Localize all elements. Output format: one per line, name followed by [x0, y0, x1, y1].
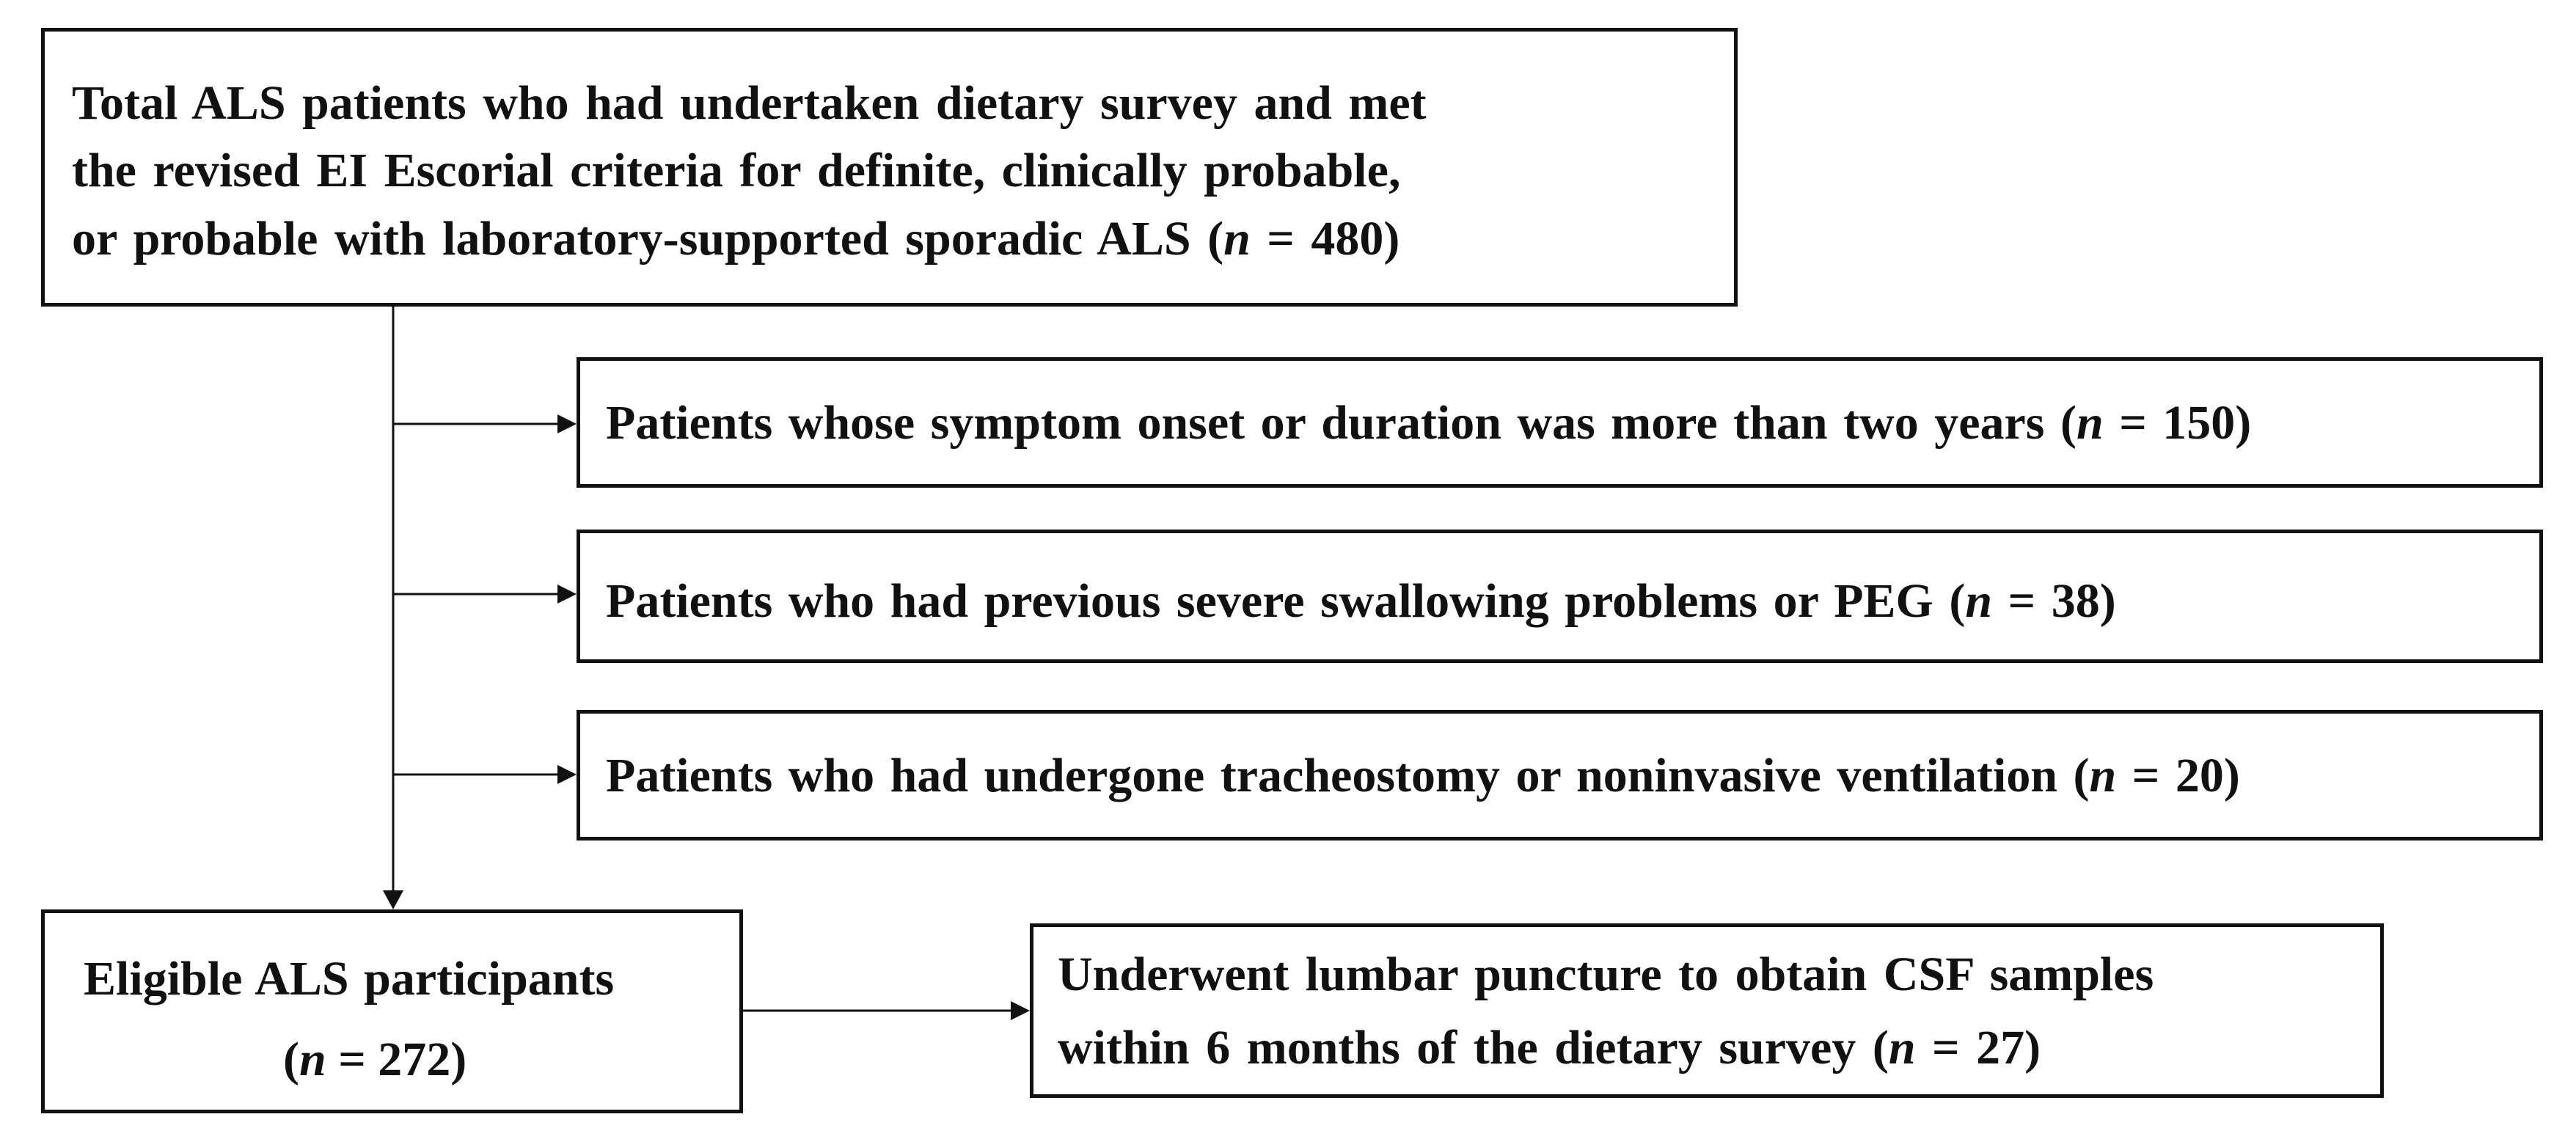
exclusion-1-label — [606, 396, 2252, 450]
eligible-box-n-symbol: n — [299, 1033, 326, 1086]
total-box-n-symbol: n — [1223, 212, 1251, 265]
eligible-box-count — [283, 1033, 467, 1086]
total-box-line-3-text: or probable with laboratory-supported sporadic ALS ( — [72, 212, 1224, 265]
exclusion-3-text: Patients who had undergone tracheostomy or noninvasive ventilation ( — [606, 749, 2090, 802]
branch-arrowhead-2 — [557, 585, 577, 604]
exclusion-1-text: Patients whose symptom onset or duration was more than two years ( — [606, 396, 2076, 450]
branch-arrowhead-1 — [557, 414, 577, 433]
exclusion-2-n-symbol: n — [1965, 574, 1993, 628]
exclusion-2-label — [606, 574, 2116, 628]
exclusion-1-n-value: = 150) — [2103, 396, 2252, 450]
exclusion-3-n-symbol: n — [2089, 749, 2117, 802]
exclusion-3-label — [606, 749, 2240, 802]
exclusion-3-n-value: = 20) — [2116, 749, 2240, 802]
total-box-line-3 — [72, 212, 1400, 265]
exclusion-2-n-value: = 38) — [1992, 574, 2116, 628]
total-box-line-2: the revised EI Escorial criteria for definite, clinically probable, — [72, 144, 1401, 197]
eligible-box-n-open: ( — [283, 1033, 299, 1086]
total-box-n-value: = 480) — [1250, 212, 1400, 265]
csf-box-line-1: Underwent lumbar puncture to obtain CSF samples — [1058, 948, 2154, 1001]
csf-box-line-2-text: within 6 months of the dietary survey ( — [1058, 1021, 1889, 1074]
csf-box-n-value: = 27) — [1915, 1021, 2041, 1074]
exclusion-2-text: Patients who had previous severe swallowing problems or PEG ( — [606, 574, 1966, 628]
csf-box-line-2 — [1058, 1021, 2041, 1074]
csf-box-n-symbol: n — [1888, 1021, 1916, 1074]
exclusion-1-n-symbol: n — [2076, 396, 2104, 450]
eligible-box-n-value: = 272) — [326, 1033, 467, 1086]
eligible-to-csf-arrowhead — [1011, 1001, 1030, 1020]
branch-arrowhead-3 — [557, 765, 577, 784]
trunk-arrowhead — [383, 890, 403, 909]
eligible-box-title: Eligible ALS participants — [84, 952, 615, 1006]
total-box-line-1: Total ALS patients who had undertaken dietary survey and met — [72, 76, 1427, 130]
